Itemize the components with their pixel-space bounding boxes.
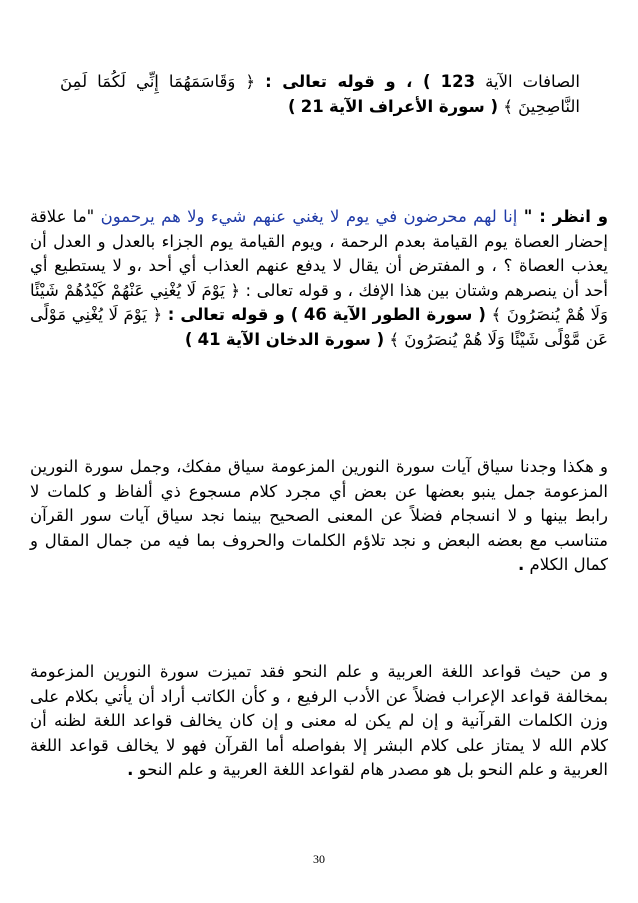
quote-reference: ( سورة الطور الآية <box>332 305 486 324</box>
quran-quote: يَوْمَ لَا يُغْنِي عَنْهُمْ كَيْدُهُمْ شَيْئًا وَلَا هُمْ يُنصَرُونَ <box>30 280 609 324</box>
quran-open-bracket: ﴿ <box>152 305 163 324</box>
quote-reference-end: ) <box>287 96 296 116</box>
body-text: و هكذا وجدنا سياق آيات سورة النورين المزعومة سياق مفكك، وجمل سورة النورين المزعومة جمل ينبو بعضها عن بعض أي مجرد كلام مسجوع ذي ألفاظ و كلمات لا رابط بينها و لا انسجام فضلاً عن المعنى الصحيح بينما نجد سياق آيات سور القرآن متناسب مع بعضه البعض و نجد تلاؤم الكلمات والحروف بما فيه من جمال المقال و كمال الكلام <box>30 457 608 574</box>
end-period: . <box>518 555 525 574</box>
quran-close-bracket: ﴾ <box>503 96 513 116</box>
paragraph-2 <box>30 205 608 352</box>
quran-quote: يَوْمَ لَا يُغْنِي مَوْلًى عَن مَّوْلًى شَيْئًا وَلَا هُمْ يُنصَرُونَ <box>30 305 608 349</box>
quote-ayah-number: 46 <box>303 305 327 324</box>
claimed-verse-text: إنا لهم محرضون في يوم لا يغني عنهم شيء ولا هم يرحمون <box>100 207 518 226</box>
quran-open-bracket: ﴿ <box>245 72 256 91</box>
quran-close-bracket: ﴾ <box>491 305 502 324</box>
quote-reference: ( سورة الدخان الآية <box>225 329 385 349</box>
quran-open-bracket: ﴿ <box>230 280 241 300</box>
lead-text: و انظر : " <box>523 207 609 226</box>
quran-quote: وَقَاسَمَهُمَا إِنِّي لَكُمَا لَمِنَ النَّاصِحِينَ <box>60 72 580 116</box>
connector-text: ) و قوله تعالى : <box>167 305 299 324</box>
page-number: 30 <box>313 852 325 866</box>
ayah-number: 123 <box>440 72 476 91</box>
quote-reference: ( سورة الأعراف الآية <box>328 96 498 116</box>
quran-close-bracket: ﴾ <box>389 329 400 349</box>
connector-text: ) ، و قوله تعالى : <box>265 72 431 91</box>
paragraph-1 <box>60 70 580 119</box>
paragraph-3 <box>30 455 608 578</box>
commentary-text: "ما علاقة إحضار العصاة يوم القيامة بعدم الرحمة ، ويوم القيامة يوم الجزاء بالعدل و العدل أن يعذب العصاة ؟ ، و المفترض أن يقال لا يدفع عنهم العذاب أي أحد ،و لا يستطيع أي أحد أن ينصرهم وشتان بين هذا الإفك ، و قوله تعالى : <box>30 207 609 300</box>
surah-reference-tail: الصافات الآية <box>485 72 581 91</box>
quote-reference-end: ) <box>184 329 193 349</box>
body-text: و من حيث قواعد اللغة العربية و علم النحو فقد تميزت سورة النورين المزعومة بمخالفة قواعد الإعراب فضلاً عن الأدب الرفيع ، و كأن الكاتب أراد أن يأتي بكلام على وزن الكلمات القرآنية و إن لم يكن له معنى و إن كان يخالف قواعد اللغة لظنه أن كلام الله لا يمتاز على كلام البشر إلا بفواصله أما القرآن فهو لا يخالف قواعد اللغة العربية و علم النحو بل هو مصدر هام لقواعد اللغة العربية و علم النحو <box>30 662 608 779</box>
paragraph-4 <box>30 660 608 783</box>
end-period: . <box>127 760 134 779</box>
quote-ayah-number: 41 <box>197 329 221 349</box>
quote-ayah-number: 21 <box>300 96 324 116</box>
